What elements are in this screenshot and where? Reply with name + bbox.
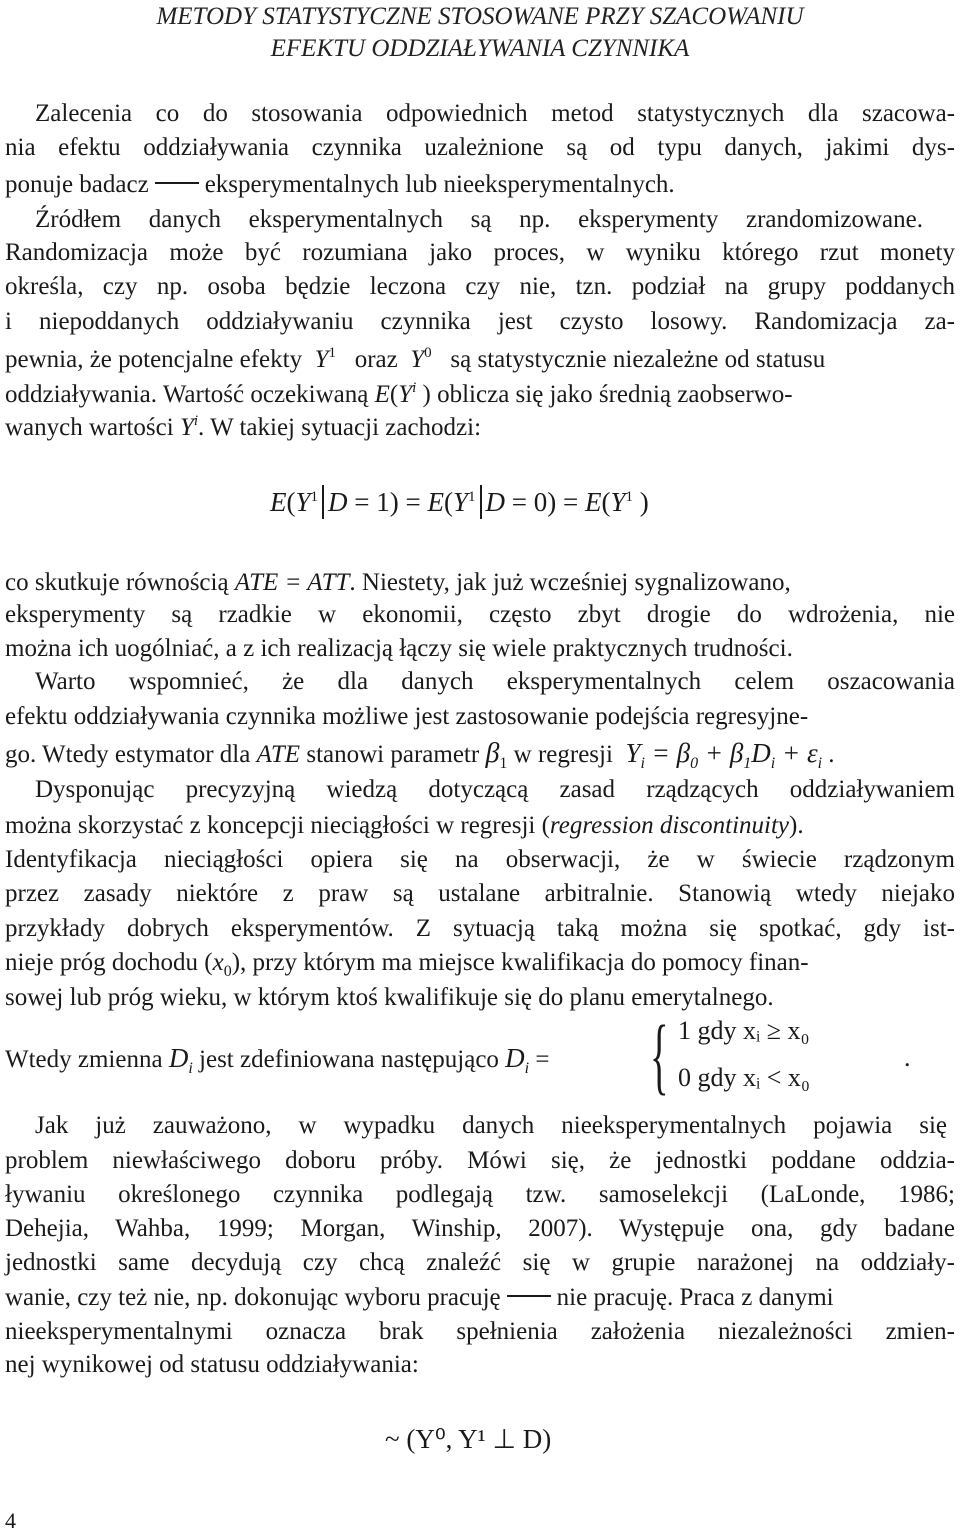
paragraph-line: można skorzystać z koncepcji nieciągłości w regresji (regression discontinuity). bbox=[5, 812, 804, 839]
paragraph-line: Identyfikacja nieciągłości opiera się na obserwacji, że w świecie rządzonym bbox=[5, 846, 955, 873]
running-header-line2: EFEKTU ODDZIAŁYWANIA CZYNNIKA bbox=[270, 35, 690, 62]
paragraph-line: nia efektu oddziaływania czynnika uzależnione są od typu danych, jakimi dys- bbox=[5, 134, 955, 161]
paragraph-line: nieje próg dochodu $(x_0)$, przy którym ma miejsce kwalifikacja do pomocy finan- bbox=[5, 949, 809, 980]
paragraph-line: Warto wspomnieć, że dla danych eksperymentalnych celem oszacowania bbox=[35, 668, 955, 695]
paragraph-line: problem niewłaściwego doboru próby. Mówi się, że jednostki poddane oddzia- bbox=[5, 1147, 955, 1174]
case-period: . bbox=[904, 1043, 911, 1072]
running-header-line1: METODY STATYSTYCZNE STOSOWANE PRZY SZACOWANIU bbox=[156, 3, 804, 30]
paragraph-line: jednostki same decydują czy chcą znaleźć się w grupie narażonej na oddziały- bbox=[5, 1249, 955, 1276]
paragraph-line: nieeksperymentalnymi oznacza brak spełnienia założenia niezależności zmien- bbox=[5, 1318, 955, 1345]
paragraph-line: Dysponując precyzyjną wiedzą dotyczącą zasad rządzących oddziaływaniem bbox=[35, 776, 955, 803]
paragraph-line: pewnia, że potencjalne efekty $Y^1$ oraz $Y^0$ są statystycznie niezależne od statusu bbox=[5, 345, 826, 373]
paragraph-line: ponuje badacz eksperymentalnych lub nieeksperymentalnych. bbox=[5, 171, 675, 198]
em-dash bbox=[155, 182, 199, 184]
paragraph-line: co skutkuje równością ATE = ATT. Niestety, jak już wcześniej sygnalizowano, bbox=[5, 569, 791, 596]
paragraph-line: Źródłem danych eksperymentalnych są np. eksperymenty zrandomizowane. bbox=[35, 206, 923, 233]
equation-expectation: $E(Y^1$ $D = 1) = E(Y^1$ $D = 0) = E(Y^1$ ) bbox=[270, 487, 649, 517]
paragraph-line: sowej lub próg wieku, w którym ktoś kwalifikuje się do planu emerytalnego. bbox=[5, 984, 774, 1011]
paragraph-line: wanie, czy też nie, np. dokonując wyboru pracuję nie pracuję. Praca z danymi bbox=[5, 1284, 834, 1311]
em-dash bbox=[507, 1295, 551, 1297]
paragraph-line: ływaniu określonego czynnika podlegają tzw. samoselekcji (LaLonde, 1986; bbox=[5, 1181, 955, 1208]
paragraph-line: Dehejia, Wahba, 1999; Morgan, Winship, 2007). Występuje ona, gdy badane bbox=[5, 1215, 955, 1242]
paragraph-line: oddziaływania. Wartość oczekiwaną $E(Y^i$ ) oblicza się jako średnią zaobserwo- bbox=[5, 380, 793, 408]
equation-independence: ~ (Y⁰, Y¹ ⊥ D) bbox=[385, 1424, 552, 1454]
paragraph-line: Zalecenia co do stosowania odpowiednich metod statystycznych dla szacowa- bbox=[35, 100, 955, 127]
paragraph-line: efektu oddziaływania czynnika możliwe jest zastosowanie podejścia regresyjne- bbox=[5, 703, 809, 730]
paragraph-line: eksperymenty są rzadkie w ekonomii, często zbyt drogie do wdrożenia, nie bbox=[5, 601, 955, 628]
paragraph-line: i niepoddanych oddziaływaniu czynnika jest czysto losowy. Randomizacja za- bbox=[5, 308, 955, 335]
paragraph-line: nej wynikowej od statusu oddziaływania: bbox=[5, 1351, 419, 1378]
paragraph-line: Wtedy zmienna $D_i$ jest zdefiniowana następująco $D_i$ = bbox=[5, 1043, 550, 1077]
case-line-2: 0 gdy xᵢ < x₀ bbox=[678, 1063, 810, 1092]
paragraph-line: Randomizacja może być rozumiana jako proces, w wyniku którego rzut monety bbox=[5, 239, 955, 266]
case-brace: { bbox=[650, 1007, 669, 1103]
paragraph-line: można ich uogólniać, a z ich realizacją łączy się wiele praktycznych trudności. bbox=[5, 635, 793, 662]
paragraph-line: przykłady dobrych eksperymentów. Z sytuacją taką można się spotkać, gdy ist- bbox=[5, 915, 955, 942]
paragraph-line: przez zasady niektóre z praw są ustalane arbitralnie. Stanowią wtedy niejako bbox=[5, 880, 955, 907]
paragraph-line: określa, czy np. osoba będzie leczona czy nie, tzn. podział na grupy poddanych bbox=[5, 273, 955, 300]
page-number: 4 bbox=[5, 1508, 16, 1533]
paragraph-line: Jak już zauważono, w wypadku danych nieeksperymentalnych pojawia się bbox=[35, 1112, 947, 1139]
paragraph-line: wanych wartości $Y^i$. W takiej sytuacji zachodzi: bbox=[5, 413, 482, 441]
case-line-1: 1 gdy xᵢ ≥ x₀ bbox=[678, 1016, 810, 1045]
paragraph-line: go. Wtedy estymator dla ATE stanowi parametr $\beta_1$ w regresji $Y_i = \beta_0 + \beta_1D_i + \varepsilon_i$ . bbox=[5, 738, 835, 772]
